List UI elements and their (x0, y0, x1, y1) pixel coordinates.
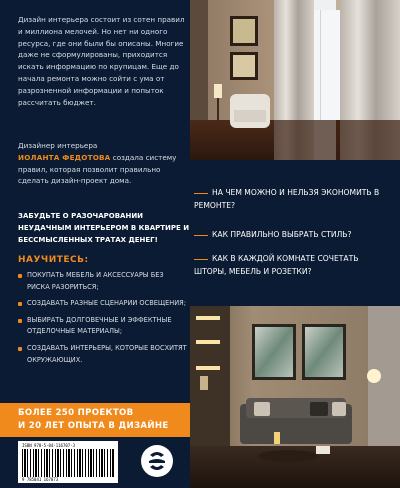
eksmo-logo-icon (140, 444, 174, 478)
learn-item: СОЗДАВАТЬ РАЗНЫЕ СЦЕНАРИИ ОСВЕЩЕНИЯ; (18, 298, 188, 310)
isbn-text: ISBN 978-5-04-116707-3 (22, 443, 75, 448)
learn-list (18, 270, 188, 371)
learn-item: ПОКУПАТЬ МЕБЕЛЬ И АКСЕССУАРЫ БЕЗ РИСКА РАЗОРИТЬСЯ; (18, 270, 188, 293)
living-room-interior-photo (190, 306, 400, 488)
author-prefix: Дизайнер интерьера (18, 141, 98, 150)
banner-line-1: БОЛЕЕ 250 ПРОЕКТОВ (18, 408, 134, 418)
square-bullet-icon (18, 302, 22, 306)
barcode-bars (22, 449, 114, 477)
square-bullet-icon (18, 274, 22, 278)
intro-paragraph: Дизайн интерьера состоит из сотен правил и миллиона мелочей. Но нет ни одного ресурса, где они были бы описаны. Многие даже не сформулированы, приходится искать информацию по крупицам. Еще до начала ремонта можно сойти с ума от разрозненной информации и попыток рассчитать бюджет. (18, 15, 185, 107)
question-item: КАК ПРАВИЛЬНО ВЫБРАТЬ СТИЛЬ? (194, 229, 390, 242)
author-paragraph (18, 140, 186, 187)
tagline: ЗАБУДЬТЕ О РАЗОЧАРОВАНИИ НЕУДАЧНЫМ ИНТЕРЬЕРОМ В КВАРТИРЕ И БЕССМЫСЛЕННЫХ ТРАТАХ ДЕНЕГ! (18, 212, 190, 244)
learn-item: СОЗДАВАТЬ ИНТЕРЬЕРЫ, КОТОРЫЕ ВОСХИТЯТ ОКРУЖАЮЩИХ. (18, 343, 188, 366)
author-suffix: создала систему правил, которая позволит правильно сделать дизайн-проект дома. (18, 152, 177, 186)
banner-line-2: И 20 ЛЕТ ОПЫТА В ДИЗАЙНЕ (18, 421, 169, 431)
barcode (18, 441, 118, 483)
dash-icon (194, 193, 208, 194)
square-bullet-icon (18, 319, 22, 323)
square-bullet-icon (18, 347, 22, 351)
barcode-number: 9 785041 167073 (22, 477, 59, 482)
dash-icon (194, 259, 208, 260)
question-item: КАК В КАЖДОЙ КОМНАТЕ СОЧЕТАТЬ ШТОРЫ, МЕБЕЛЬ И РОЗЕТКИ? (194, 254, 359, 276)
learn-item: ВЫБИРАТЬ ДОЛГОВЕЧНЫЕ И ЭФФЕКТНЫЕ ОТДЕЛОЧНЫЕ МАТЕРИАЛЫ; (18, 315, 188, 338)
dash-icon (194, 235, 208, 236)
author-name: ИОЛАНТА ФЕДОТОВА (18, 152, 111, 162)
learn-title: НАУЧИТЕСЬ: (18, 255, 89, 265)
bedroom-interior-photo (190, 0, 400, 160)
experience-banner (0, 403, 190, 437)
question-item: НА ЧЕМ МОЖНО И НЕЛЬЗЯ ЭКОНОМИТЬ В РЕМОНТЕ? (194, 188, 380, 210)
